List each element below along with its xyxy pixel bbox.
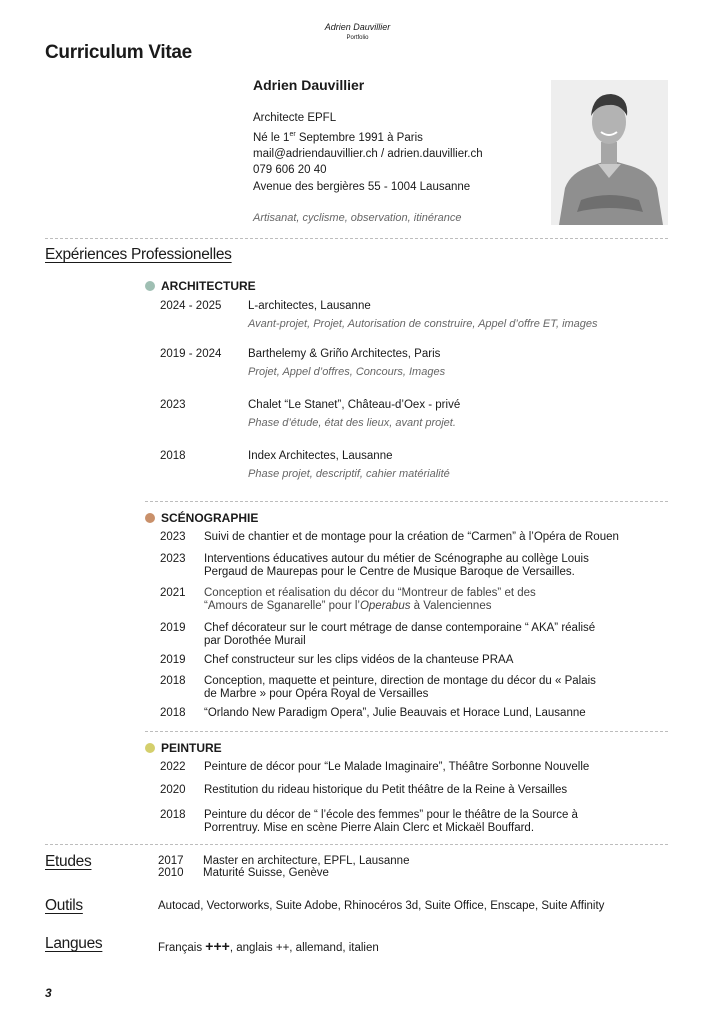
arch-company: Chalet “Le Stanet”, Château-d’Oex - privé [248,399,461,411]
sceno-text: Conception et réalisation du décor du “Montreur de fables” et des “Amours de Sganarelle” pour l’Operabus à Valenciennes [204,587,536,612]
sceno-year: 2019 [160,622,186,634]
sceno-year: 2023 [160,531,186,543]
peinture-text: Peinture de décor pour “Le Malade Imaginaire”, Théâtre Sorbonne Nouvelle [204,761,590,773]
arch-company: Barthelemy & Griño Architectes, Paris [248,348,441,360]
divider [145,501,668,502]
peinture-year: 2022 [160,761,186,773]
langues-text: Français +++, anglais ++, allemand, italien [158,938,379,954]
etudes-year: 2017 [158,855,184,867]
sceno-text: Chef constructeur sur les clips vidéos de la chanteuse PRAA [204,654,514,666]
outils-text: Autocad, Vectorworks, Suite Adobe, Rhinocéros 3d, Suite Office, Enscape, Suite Affinity [158,900,605,912]
sceno-text: Conception, maquette et peinture, direction de montage du décor du « Palais de Marbre » pour Opéra Royal de Versailles [204,675,596,700]
etudes-year: 2010 [158,867,184,879]
arch-details: Phase projet, descriptif, cahier matérialité [248,468,450,480]
phone[interactable]: 079 606 20 40 [253,164,327,177]
scenographie-dot-icon [145,513,155,523]
sceno-year: 2023 [160,553,186,565]
divider [145,731,668,732]
sceno-year: 2018 [160,707,186,719]
header-subtitle: Portfolio [346,35,369,41]
address: Avenue des bergières 55 - 1004 Lausanne [253,180,471,193]
sceno-text: Interventions éducatives autour du métier de Scénographe au collège Louis Pergaud de Maurepas pour le Centre de Musique Baroque de Versailles. [204,553,589,578]
arch-year: 2023 [160,399,186,411]
contact-block [253,110,483,195]
sceno-year: 2019 [160,654,186,666]
arch-year: 2019 - 2024 [160,348,222,360]
hobbies: Artisanat, cyclisme, observation, itinérance [253,212,462,224]
arch-company: L-architectes, Lausanne [248,300,371,312]
etudes-text: Maturité Suisse, Genève [203,867,329,879]
sceno-text: “Orlando New Paradigm Opera”, Julie Beauvais et Horace Lund, Lausanne [204,707,586,719]
category-peinture: PEINTURE [145,741,222,755]
sceno-text: Suivi de chantier et de montage pour la création de “Carmen” à l’Opéra de Rouen [204,531,619,543]
header-name: Adrien Dauvillier [324,22,391,32]
peinture-year: 2018 [160,809,186,821]
arch-details: Avant-projet, Projet, Autorisation de construire, Appel d’offre ET, images [248,318,598,330]
arch-company: Index Architectes, Lausanne [248,450,393,462]
email[interactable]: mail@adriendauvillier.ch / adrien.dauvillier.ch [253,147,483,160]
outils-title: Outils [45,897,83,914]
role: Architecte EPFL [253,112,337,124]
portrait-photo [551,80,668,225]
etudes-title: Etudes [45,853,92,870]
arch-details: Phase d’étude, état des lieux, avant projet. [248,417,456,429]
peinture-year: 2020 [160,784,186,796]
architecture-dot-icon [145,281,155,291]
page-title: Curriculum Vitae [45,42,192,63]
peinture-dot-icon [145,743,155,753]
sceno-year: 2021 [160,587,186,599]
divider [45,844,668,845]
etudes-text: Master en architecture, EPFL, Lausanne [203,855,410,867]
experiences-title: Expériences Professionelles [45,246,232,263]
sceno-text: Chef décorateur sur le court métrage de danse contemporaine “ AKA” réalisé par Dorothée Murail [204,622,596,647]
sceno-year: 2018 [160,675,186,687]
category-architecture: ARCHITECTURE [145,279,256,293]
birth-info: Né le 1er Septembre 1991 à Paris [253,130,423,144]
langues-title: Langues [45,935,103,952]
arch-details: Projet, Appel d’offres, Concours, Images [248,366,446,378]
person-name: Adrien Dauvillier [253,77,365,93]
peinture-text: Restitution du rideau historique du Petit théâtre de la Reine à Versailles [204,784,568,796]
category-scenographie: SCÉNOGRAPHIE [145,511,258,525]
arch-year: 2018 [160,450,186,462]
divider [45,238,668,239]
arch-year: 2024 - 2025 [160,300,222,312]
page-number: 3 [45,986,52,1000]
peinture-text: Peinture du décor de “ l’école des femmes” pour le théâtre de la Source à Porrentruy. Mise en scène Pierre Alain Clerc et Mickaël Bouffard. [204,809,578,834]
